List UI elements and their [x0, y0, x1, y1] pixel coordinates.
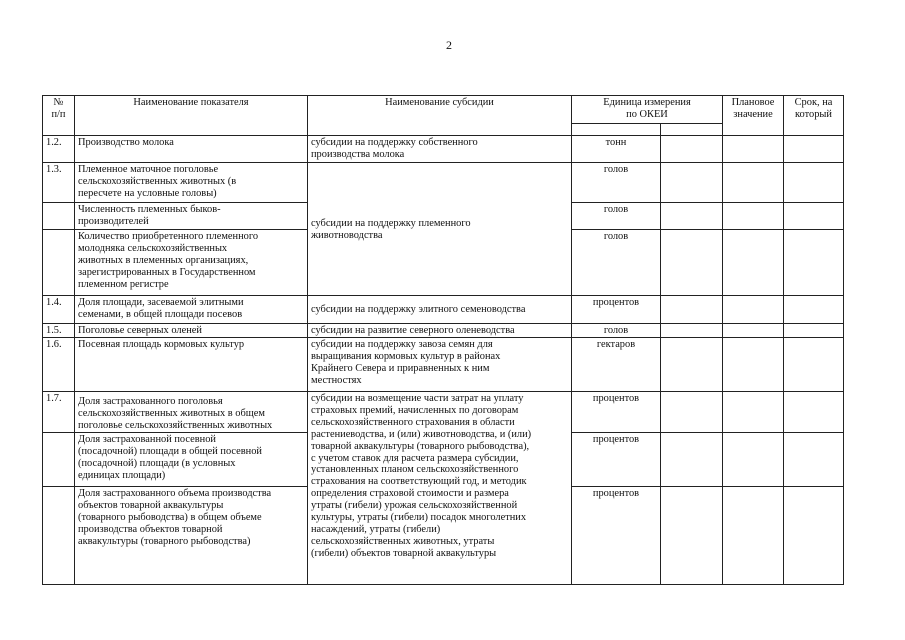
header-unit: Единица измерения по ОКЕИ: [572, 96, 723, 124]
row-unit: гектаров: [572, 338, 661, 392]
row-deadline: [784, 296, 844, 324]
row-num: [43, 433, 75, 487]
row-deadline: [784, 338, 844, 392]
row-unit-code: [661, 392, 723, 433]
row-planned: [723, 392, 784, 433]
header-unit-code: [661, 124, 723, 136]
row-unit: голов: [572, 324, 661, 338]
row-subsidy: субсидии на поддержку завоза семян для выращивания кормовых культур в районах Крайнего Севера и приравненных к ним местностях: [308, 338, 572, 392]
header-planned: Плановое значение: [723, 96, 784, 136]
row-subsidy: субсидии на поддержку элитного семеноводства: [308, 296, 572, 324]
row-indicator: Доля площади, засеваемой элитными семенами, в общей площади посевов: [75, 296, 308, 324]
row-indicator: Племенное маточное поголовье сельскохозяйственных животных (в пересчете на условные головы): [75, 163, 308, 203]
row-subsidy: субсидии на развитие северного оленеводства: [308, 324, 572, 338]
row-indicator: Доля застрахованной посевной (посадочной) площади в общей посевной (посадочной) площади (в условных единицах площади): [75, 433, 308, 487]
table-row: [43, 296, 844, 324]
row-subsidy: субсидии на возмещение части затрат на уплату страховых премий, начисленных по договорам сельскохозяйственного страхования в области растениеводства, и (или) животноводства, и (или) товарной аквакультуры (товарного рыбоводства), с учетом ставок для расчета размера субсидии, установленных планом сельскохозяйственного страхования на соответствующий год, и методик определения страховой стоимости и размера утраты (гибели) урожая сельскохозяйственной культуры, утраты (гибели) посадок многолетних насаждений, утраты (гибели) сельскохозяйственных животных, утраты (гибели) объектов товарной аквакультуры: [308, 392, 572, 585]
row-num: 1.5.: [43, 324, 75, 338]
row-planned: [723, 296, 784, 324]
row-planned: [723, 487, 784, 585]
row-deadline: [784, 203, 844, 230]
row-unit: процентов: [572, 392, 661, 433]
row-planned: [723, 324, 784, 338]
row-unit-code: [661, 338, 723, 392]
row-unit: процентов: [572, 296, 661, 324]
row-indicator: Поголовье северных оленей: [75, 324, 308, 338]
header-row: [43, 96, 844, 124]
row-indicator: Производство молока: [75, 136, 308, 163]
table-row: [43, 136, 844, 163]
header-num: № п/п: [43, 96, 75, 136]
header-unit-name: [572, 124, 661, 136]
row-unit: голов: [572, 230, 661, 296]
table-row: [43, 324, 844, 338]
row-unit-code: [661, 487, 723, 585]
row-num: [43, 203, 75, 230]
row-num: 1.3.: [43, 163, 75, 203]
row-unit-code: [661, 163, 723, 203]
row-deadline: [784, 487, 844, 585]
row-unit-code: [661, 324, 723, 338]
table-row: [43, 392, 844, 433]
row-unit-code: [661, 433, 723, 487]
table-row: [43, 338, 844, 392]
page-number: 2: [446, 38, 452, 52]
row-unit-code: [661, 230, 723, 296]
row-indicator: Численность племенных быков- производителей: [75, 203, 308, 230]
row-indicator: Доля застрахованного поголовья сельскохозяйственных животных в общем поголовье сельскохозяйственных животных: [75, 392, 308, 433]
row-planned: [723, 136, 784, 163]
row-deadline: [784, 136, 844, 163]
row-num: 1.4.: [43, 296, 75, 324]
row-unit-code: [661, 136, 723, 163]
row-num: [43, 230, 75, 296]
row-indicator: Посевная площадь кормовых культур: [75, 338, 308, 392]
row-planned: [723, 203, 784, 230]
row-planned: [723, 230, 784, 296]
row-deadline: [784, 324, 844, 338]
row-unit-code: [661, 296, 723, 324]
row-deadline: [784, 392, 844, 433]
row-planned: [723, 433, 784, 487]
row-unit-code: [661, 203, 723, 230]
row-unit: голов: [572, 203, 661, 230]
row-unit: тонн: [572, 136, 661, 163]
table-row: [43, 163, 844, 203]
row-deadline: [784, 433, 844, 487]
row-deadline: [784, 163, 844, 203]
header-subsidy: Наименование субсидии: [308, 96, 572, 136]
row-num: 1.2.: [43, 136, 75, 163]
row-unit: процентов: [572, 487, 661, 585]
row-unit: процентов: [572, 433, 661, 487]
row-num: 1.6.: [43, 338, 75, 392]
row-planned: [723, 163, 784, 203]
header-deadline: Срок, на который: [784, 96, 844, 136]
row-planned: [723, 338, 784, 392]
row-num: [43, 487, 75, 585]
indicators-table: [42, 95, 844, 585]
row-num: 1.7.: [43, 392, 75, 433]
row-indicator: Количество приобретенного племенного молодняка сельскохозяйственных животных в племенных организациях, зарегистрированных в Государственном племенном регистре: [75, 230, 308, 296]
row-indicator: Доля застрахованного объема производства объектов товарной аквакультуры (товарного рыбоводства) в общем объеме производства объектов товарной аквакультуры (товарного рыбоводства): [75, 487, 308, 585]
row-deadline: [784, 230, 844, 296]
row-subsidy: субсидии на поддержку племенного животноводства: [308, 163, 572, 296]
row-subsidy: субсидии на поддержку собственного производства молока: [308, 136, 572, 163]
row-unit: голов: [572, 163, 661, 203]
header-indicator: Наименование показателя: [75, 96, 308, 136]
